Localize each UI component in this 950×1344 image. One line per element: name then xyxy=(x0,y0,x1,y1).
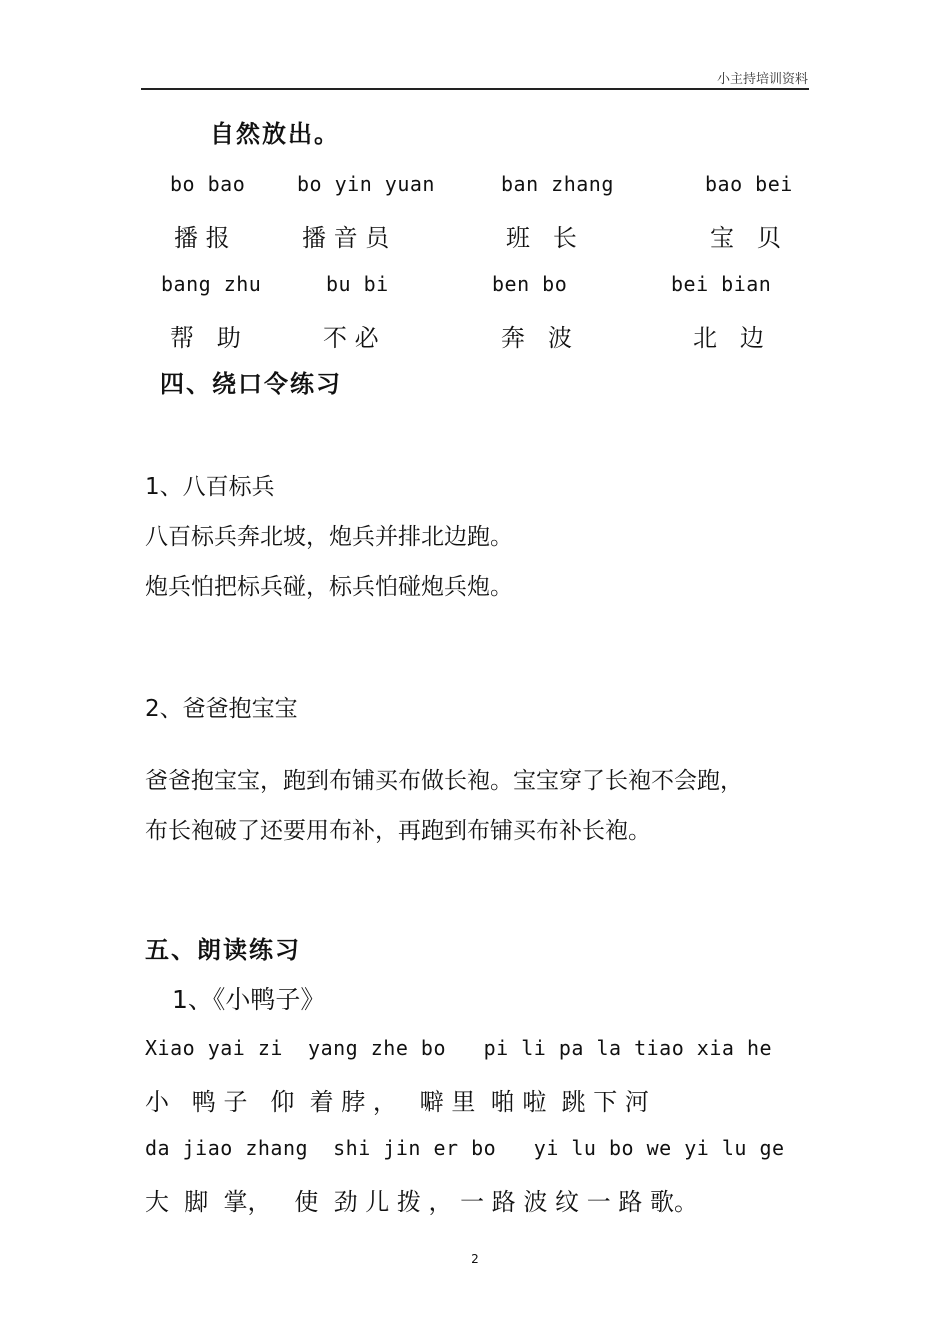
body-line: 布长袍破了还要用布补，再跑到布铺买布补长袍。 xyxy=(145,818,651,844)
item-title-duckling: 1、《小鸭子》 xyxy=(172,985,326,1014)
hanzi-1-3: 班 长 xyxy=(506,224,577,252)
body-line: 八百标兵奔北坡，炮兵并排北边跑。 xyxy=(145,524,513,550)
page-number: 2 xyxy=(471,1252,479,1266)
pinyin-1-4: bao bei xyxy=(705,172,793,196)
pinyin-2-3: ben bo xyxy=(492,272,568,296)
hanzi-1-1: 播 报 xyxy=(174,224,230,252)
hanzi-2-2: 不 必 xyxy=(323,324,379,352)
body-line: 炮兵怕把标兵碰，标兵怕碰炮兵炮。 xyxy=(145,574,513,600)
item-title-2: 2、爸爸抱宝宝 xyxy=(145,696,298,722)
pinyin-2-1: bang zhu xyxy=(161,272,262,296)
pinyin-1-1: bo bao xyxy=(170,172,246,196)
hanzi-1-2: 播 音 员 xyxy=(302,224,390,252)
pinyin-line: Xiao yai zi yang zhe bo pi li pa la tiao xia he xyxy=(145,1036,773,1060)
body-line: 爸爸抱宝宝，跑到布铺买布做长袍。宝宝穿了长袍不会跑， xyxy=(145,768,743,794)
hanzi-line: 小 鸭 子 仰 着 脖 ， 噼 里 啪 啦 跳 下 河 xyxy=(145,1088,649,1116)
pinyin-1-2: bo yin yuan xyxy=(297,172,435,196)
hanzi-1-4: 宝 贝 xyxy=(710,224,781,252)
section-heading-tongue-twisters: 四、绕口令练习 xyxy=(160,370,342,398)
pinyin-2-4: bei bian xyxy=(671,272,772,296)
header-rule xyxy=(141,88,809,90)
hanzi-2-3: 奔 波 xyxy=(501,324,572,352)
pinyin-2-2: bu bi xyxy=(326,272,389,296)
hanzi-line: 大 脚 掌， 使 劲 儿 拨 ， 一 路 波 纹 一 路 歌。 xyxy=(145,1188,698,1216)
item-title-1: 1、八百标兵 xyxy=(145,474,275,500)
intro-line: 自然放出。 xyxy=(210,120,340,148)
pinyin-line: da jiao zhang shi jin er bo yi lu bo we yi lu ge xyxy=(145,1136,785,1160)
section-heading-reading: 五、朗读练习 xyxy=(145,936,301,964)
hanzi-2-1: 帮 助 xyxy=(170,324,241,352)
header-title: 小主持培训资料 xyxy=(716,72,808,87)
hanzi-2-4: 北 边 xyxy=(693,324,764,352)
pinyin-1-3: ban zhang xyxy=(501,172,614,196)
